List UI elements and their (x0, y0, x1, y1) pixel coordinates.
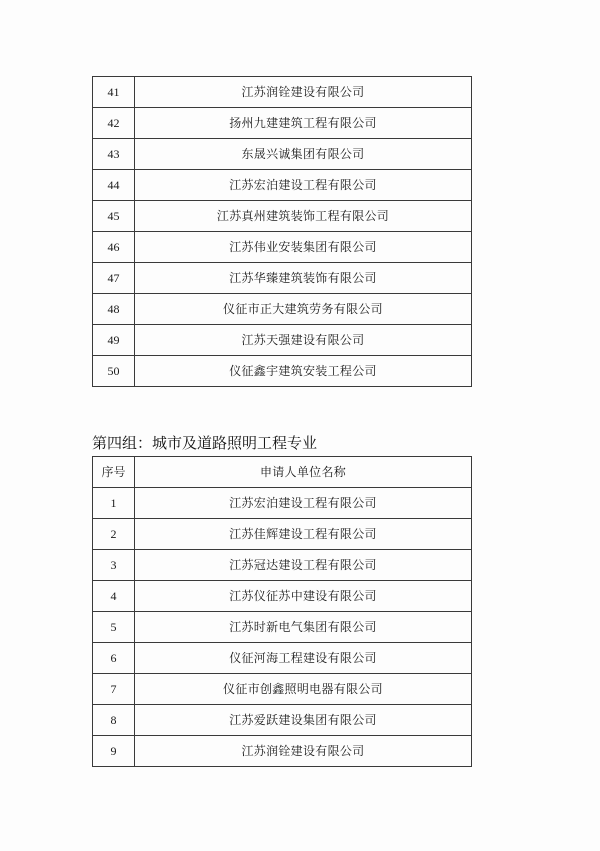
table-row (93, 294, 472, 325)
table-row (93, 170, 472, 201)
row-number: 43 (93, 139, 135, 170)
table-header-row (93, 457, 472, 488)
table-row (93, 201, 472, 232)
company-name: 仪征河海工程建设有限公司 (135, 643, 472, 674)
row-number: 1 (93, 488, 135, 519)
row-number: 41 (93, 77, 135, 108)
row-number: 48 (93, 294, 135, 325)
applicant-table-group-four (92, 456, 472, 767)
row-number: 2 (93, 519, 135, 550)
company-name: 江苏华臻建筑装饰有限公司 (135, 263, 472, 294)
row-number: 4 (93, 581, 135, 612)
row-number: 44 (93, 170, 135, 201)
row-number: 47 (93, 263, 135, 294)
table-row (93, 612, 472, 643)
company-name: 江苏冠达建设工程有限公司 (135, 550, 472, 581)
company-name: 江苏伟业安装集团有限公司 (135, 232, 472, 263)
table-row (93, 643, 472, 674)
company-name: 扬州九建建筑工程有限公司 (135, 108, 472, 139)
row-number: 49 (93, 325, 135, 356)
table-row (93, 325, 472, 356)
company-name: 江苏润铨建设有限公司 (135, 77, 472, 108)
company-name: 东晟兴诚集团有限公司 (135, 139, 472, 170)
table-row (93, 488, 472, 519)
company-name: 江苏仪征苏中建设有限公司 (135, 581, 472, 612)
row-number: 45 (93, 201, 135, 232)
row-number: 7 (93, 674, 135, 705)
column-header-number: 序号 (93, 457, 135, 488)
company-name: 仪征鑫宇建筑安装工程公司 (135, 356, 472, 387)
company-name: 江苏天强建设有限公司 (135, 325, 472, 356)
table-row (93, 519, 472, 550)
table-row (93, 139, 472, 170)
table-row (93, 232, 472, 263)
row-number: 46 (93, 232, 135, 263)
company-name: 江苏时新电气集团有限公司 (135, 612, 472, 643)
company-name: 江苏真州建筑装饰工程有限公司 (135, 201, 472, 232)
row-number: 6 (93, 643, 135, 674)
table-row (93, 736, 472, 767)
company-name: 仪征市创鑫照明电器有限公司 (135, 674, 472, 705)
company-name: 江苏宏泊建设工程有限公司 (135, 488, 472, 519)
row-number: 5 (93, 612, 135, 643)
company-name: 江苏宏泊建设工程有限公司 (135, 170, 472, 201)
applicant-table-continued (92, 76, 472, 387)
row-number: 9 (93, 736, 135, 767)
table-row (93, 356, 472, 387)
table-row (93, 581, 472, 612)
row-number: 50 (93, 356, 135, 387)
table-row (93, 77, 472, 108)
row-number: 8 (93, 705, 135, 736)
column-header-company: 申请人单位名称 (135, 457, 472, 488)
company-name: 江苏爱跃建设集团有限公司 (135, 705, 472, 736)
company-name: 江苏润铨建设有限公司 (135, 736, 472, 767)
table-row (93, 705, 472, 736)
company-name: 江苏佳辉建设工程有限公司 (135, 519, 472, 550)
company-name: 仪征市正大建筑劳务有限公司 (135, 294, 472, 325)
section-heading: 第四组：城市及道路照明工程专业 (92, 434, 318, 452)
row-number: 3 (93, 550, 135, 581)
table-row (93, 674, 472, 705)
table-row (93, 550, 472, 581)
table-row (93, 108, 472, 139)
row-number: 42 (93, 108, 135, 139)
table-row (93, 263, 472, 294)
